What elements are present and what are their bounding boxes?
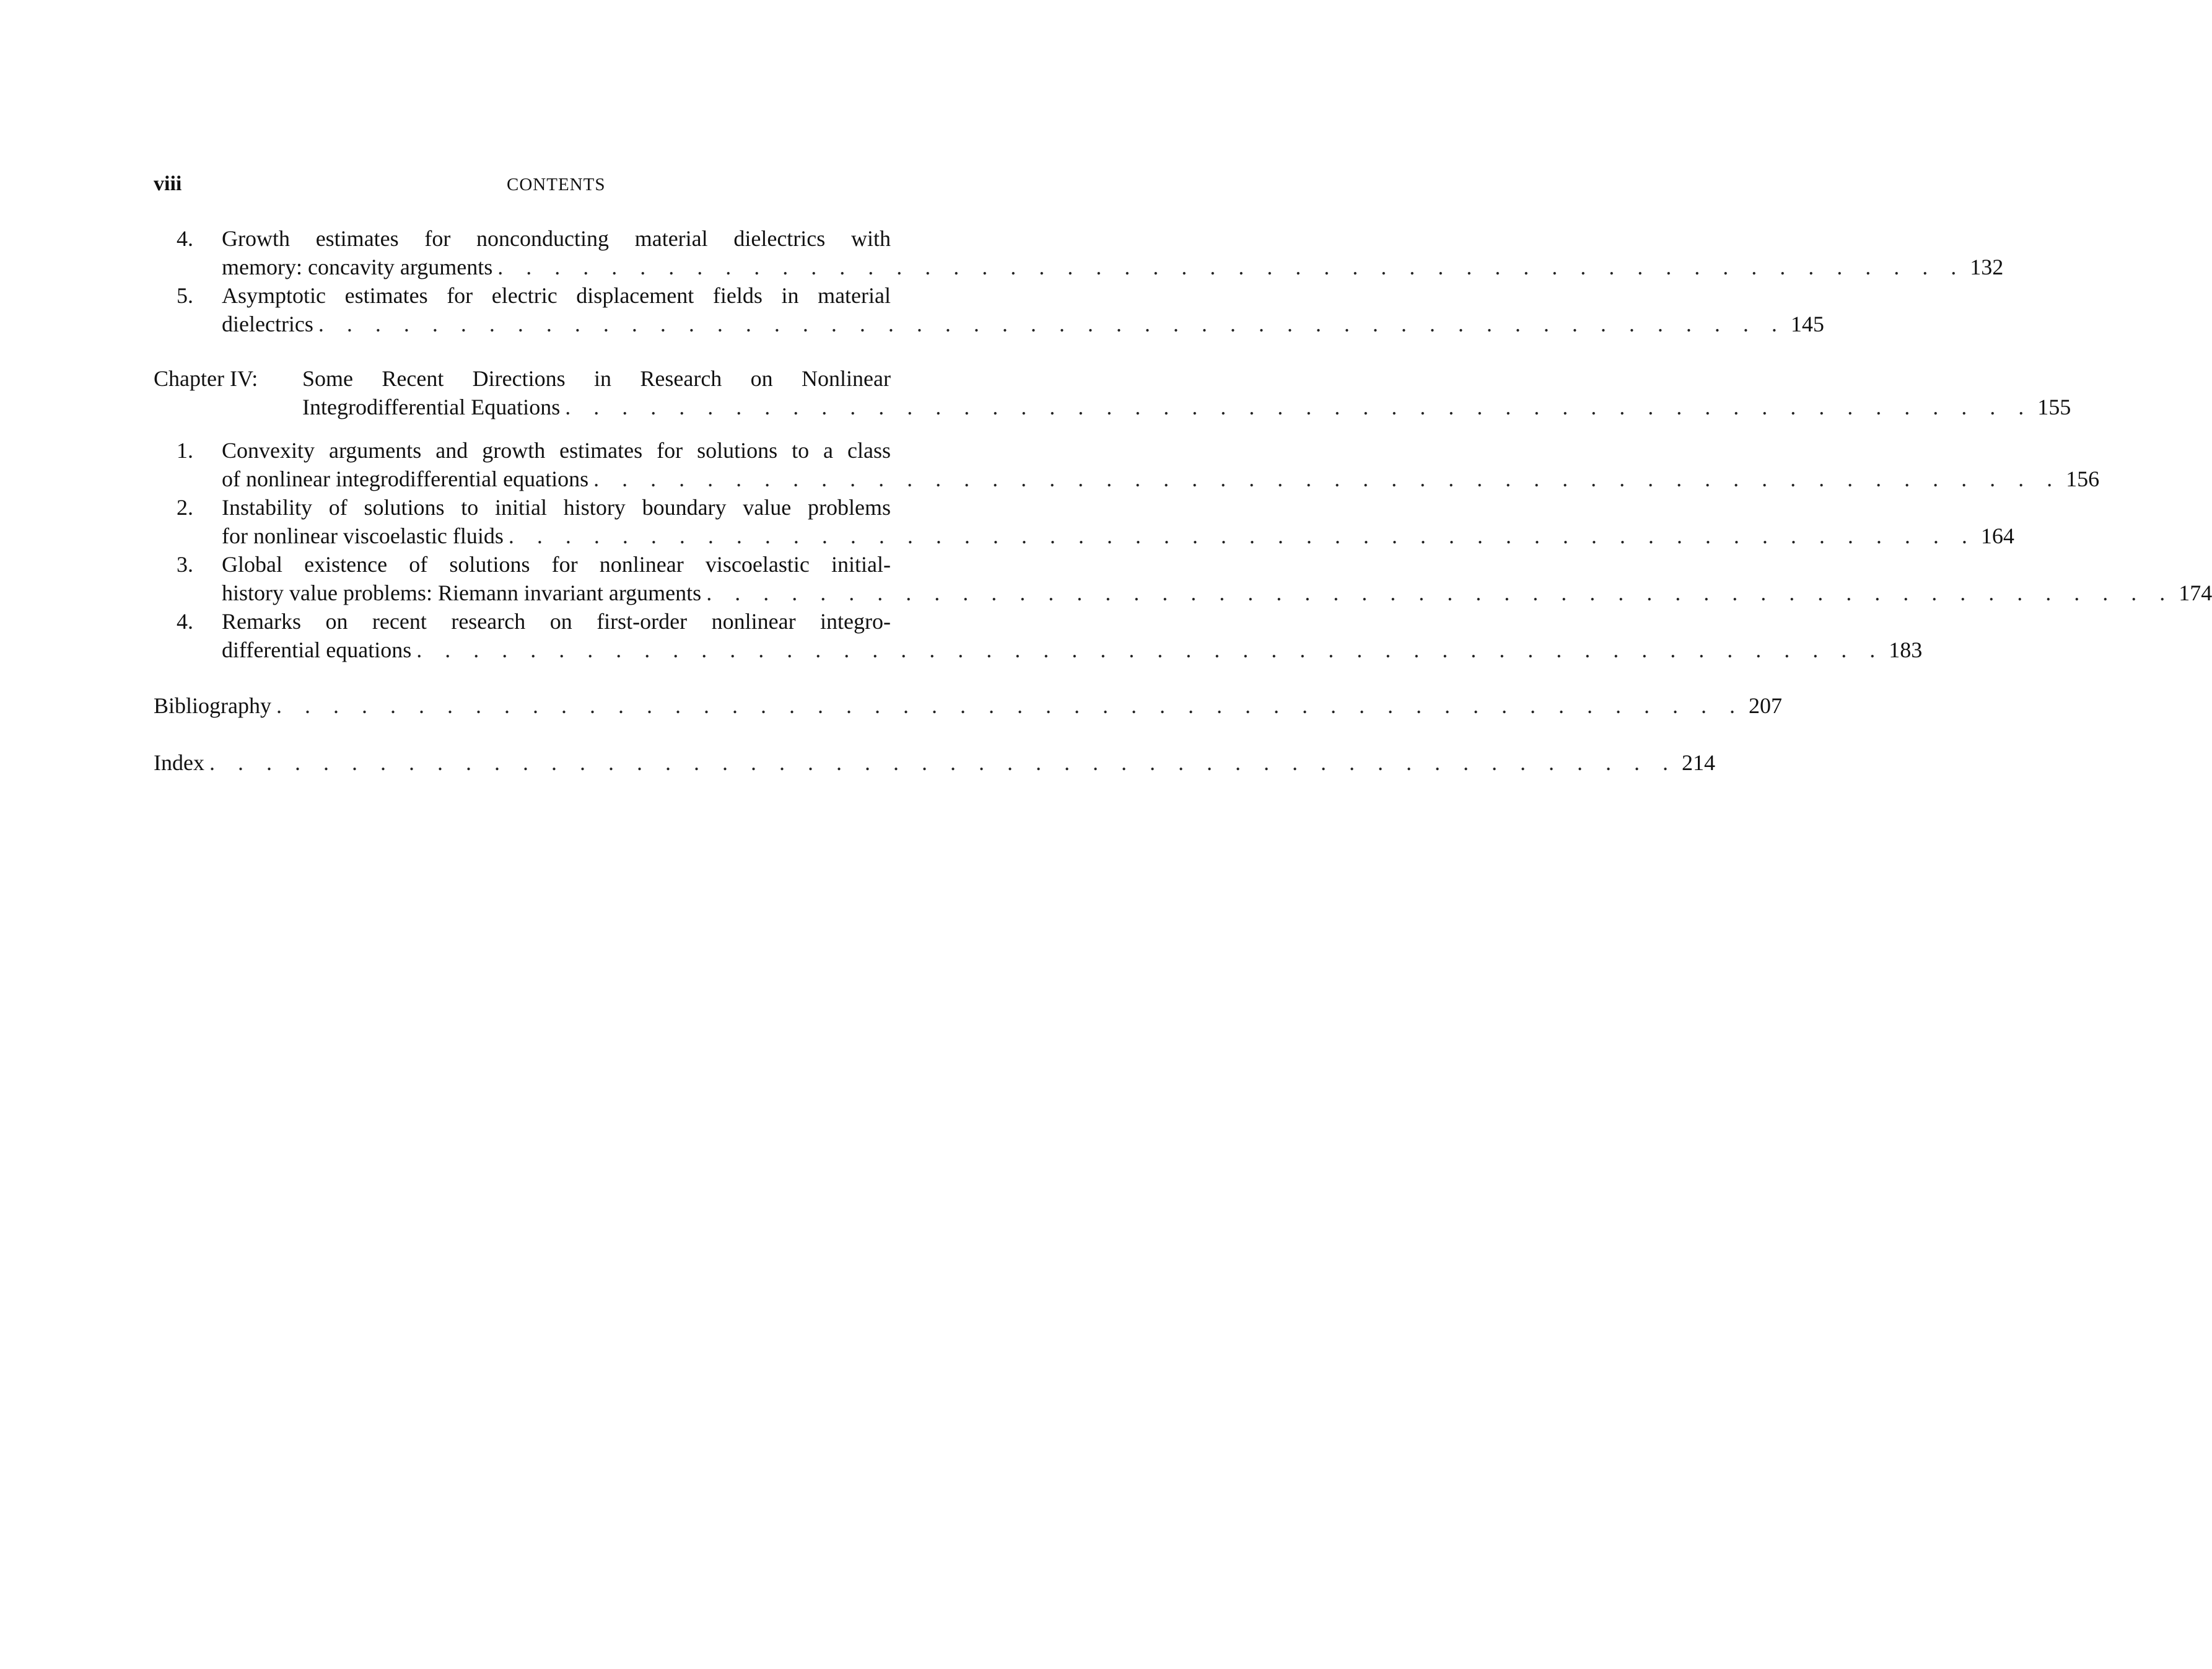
section-number: 1. [177,438,193,463]
dot-leader: . . . . . . . . . . . . . . . . . . . . . . . . . . . . . . . . . . . . . . . . . . . . . . . . . . . . [593,467,2061,491]
dot-leader: . . . . . . . . . . . . . . . . . . . . . . . . . . . . . . . . . . . . . . . . . . . . . . . . . . . . [416,637,1884,662]
dot-leader: . . . . . . . . . . . . . . . . . . . . . . . . . . . . . . . . . . . . . . . . . . . . . . . . . . . . [508,523,1976,548]
chapter-title-last-line: Integrodifferential Equations [302,395,561,419]
entry-title-line: Growth estimates for nonconducting material dielectrics with [222,226,891,251]
section-number: 3. [177,552,193,577]
entry-title-last-line: history value problems: Riemann invariant arguments [222,580,702,605]
chapter-label: Chapter IV: [154,366,258,391]
page-number: 214 [1681,750,1715,775]
section-number: 2. [177,495,193,520]
entry-title-last-line: of nonlinear integrodifferential equations [222,467,589,491]
page-number: 174 [2179,580,2212,605]
running-head [154,172,959,203]
page-number: 164 [1980,523,2014,548]
dot-leader: . . . . . . . . . . . . . . . . . . . . . . . . . . . . . . . . . . . . . . . . . . . . . . . . . . . . [318,312,1786,336]
running-title: CONTENTS [507,175,606,195]
entry-title-last-line: differential equations [222,637,412,662]
section-number: 4. [177,226,193,251]
contents-page [154,0,2212,1669]
index-label: Index [154,750,204,775]
page-number: 183 [1889,637,1923,662]
chapter-title-line: Some Recent Directions in Research on Nonlinear [302,366,891,391]
dot-leader: . . . . . . . . . . . . . . . . . . . . . . . . . . . . . . . . . . . . . . . . . . . . . . . . . . . . [209,750,1677,775]
dot-leader: . . . . . . . . . . . . . . . . . . . . . . . . . . . . . . . . . . . . . . . . . . . . . . . . . . . . [706,580,2174,605]
dot-leader: . . . . . . . . . . . . . . . . . . . . . . . . . . . . . . . . . . . . . . . . . . . . . . . . . . . . [276,693,1744,718]
toc-entry-index [154,748,1715,777]
entry-title-line: Remarks on recent research on first-order nonlinear integro- [222,609,891,634]
entry-title-line: Global existence of solutions for nonlinear viscoelastic initial- [222,552,891,577]
entry-title-last-line: for nonlinear viscoelastic fluids [222,523,504,548]
page-number: 156 [2066,467,2100,491]
dot-leader: . . . . . . . . . . . . . . . . . . . . . . . . . . . . . . . . . . . . . . . . . . . . . . . . . . . . [565,395,2033,419]
page-number: 145 [1790,312,1824,336]
bibliography-label: Bibliography [154,693,271,718]
entry-title-line: Instability of solutions to initial history boundary value problems [222,495,891,520]
section-number: 4. [177,609,193,634]
entry-title-line: Convexity arguments and growth estimates for solutions to a class [222,438,891,463]
page-folio: viii [154,172,182,195]
page-number: 132 [1970,255,2004,279]
entry-title-line: Asymptotic estimates for electric displacement fields in material [222,283,891,308]
page-number: 207 [1748,693,1782,718]
entry-title-last-line: dielectrics [222,312,313,336]
toc-entry-bibliography [154,691,1782,720]
entry-title-last-line: memory: concavity arguments [222,255,493,279]
dot-leader: . . . . . . . . . . . . . . . . . . . . . . . . . . . . . . . . . . . . . . . . . . . . . . . . . . . . [497,255,1965,279]
section-number: 5. [177,283,193,308]
page-number: 155 [2037,395,2071,419]
